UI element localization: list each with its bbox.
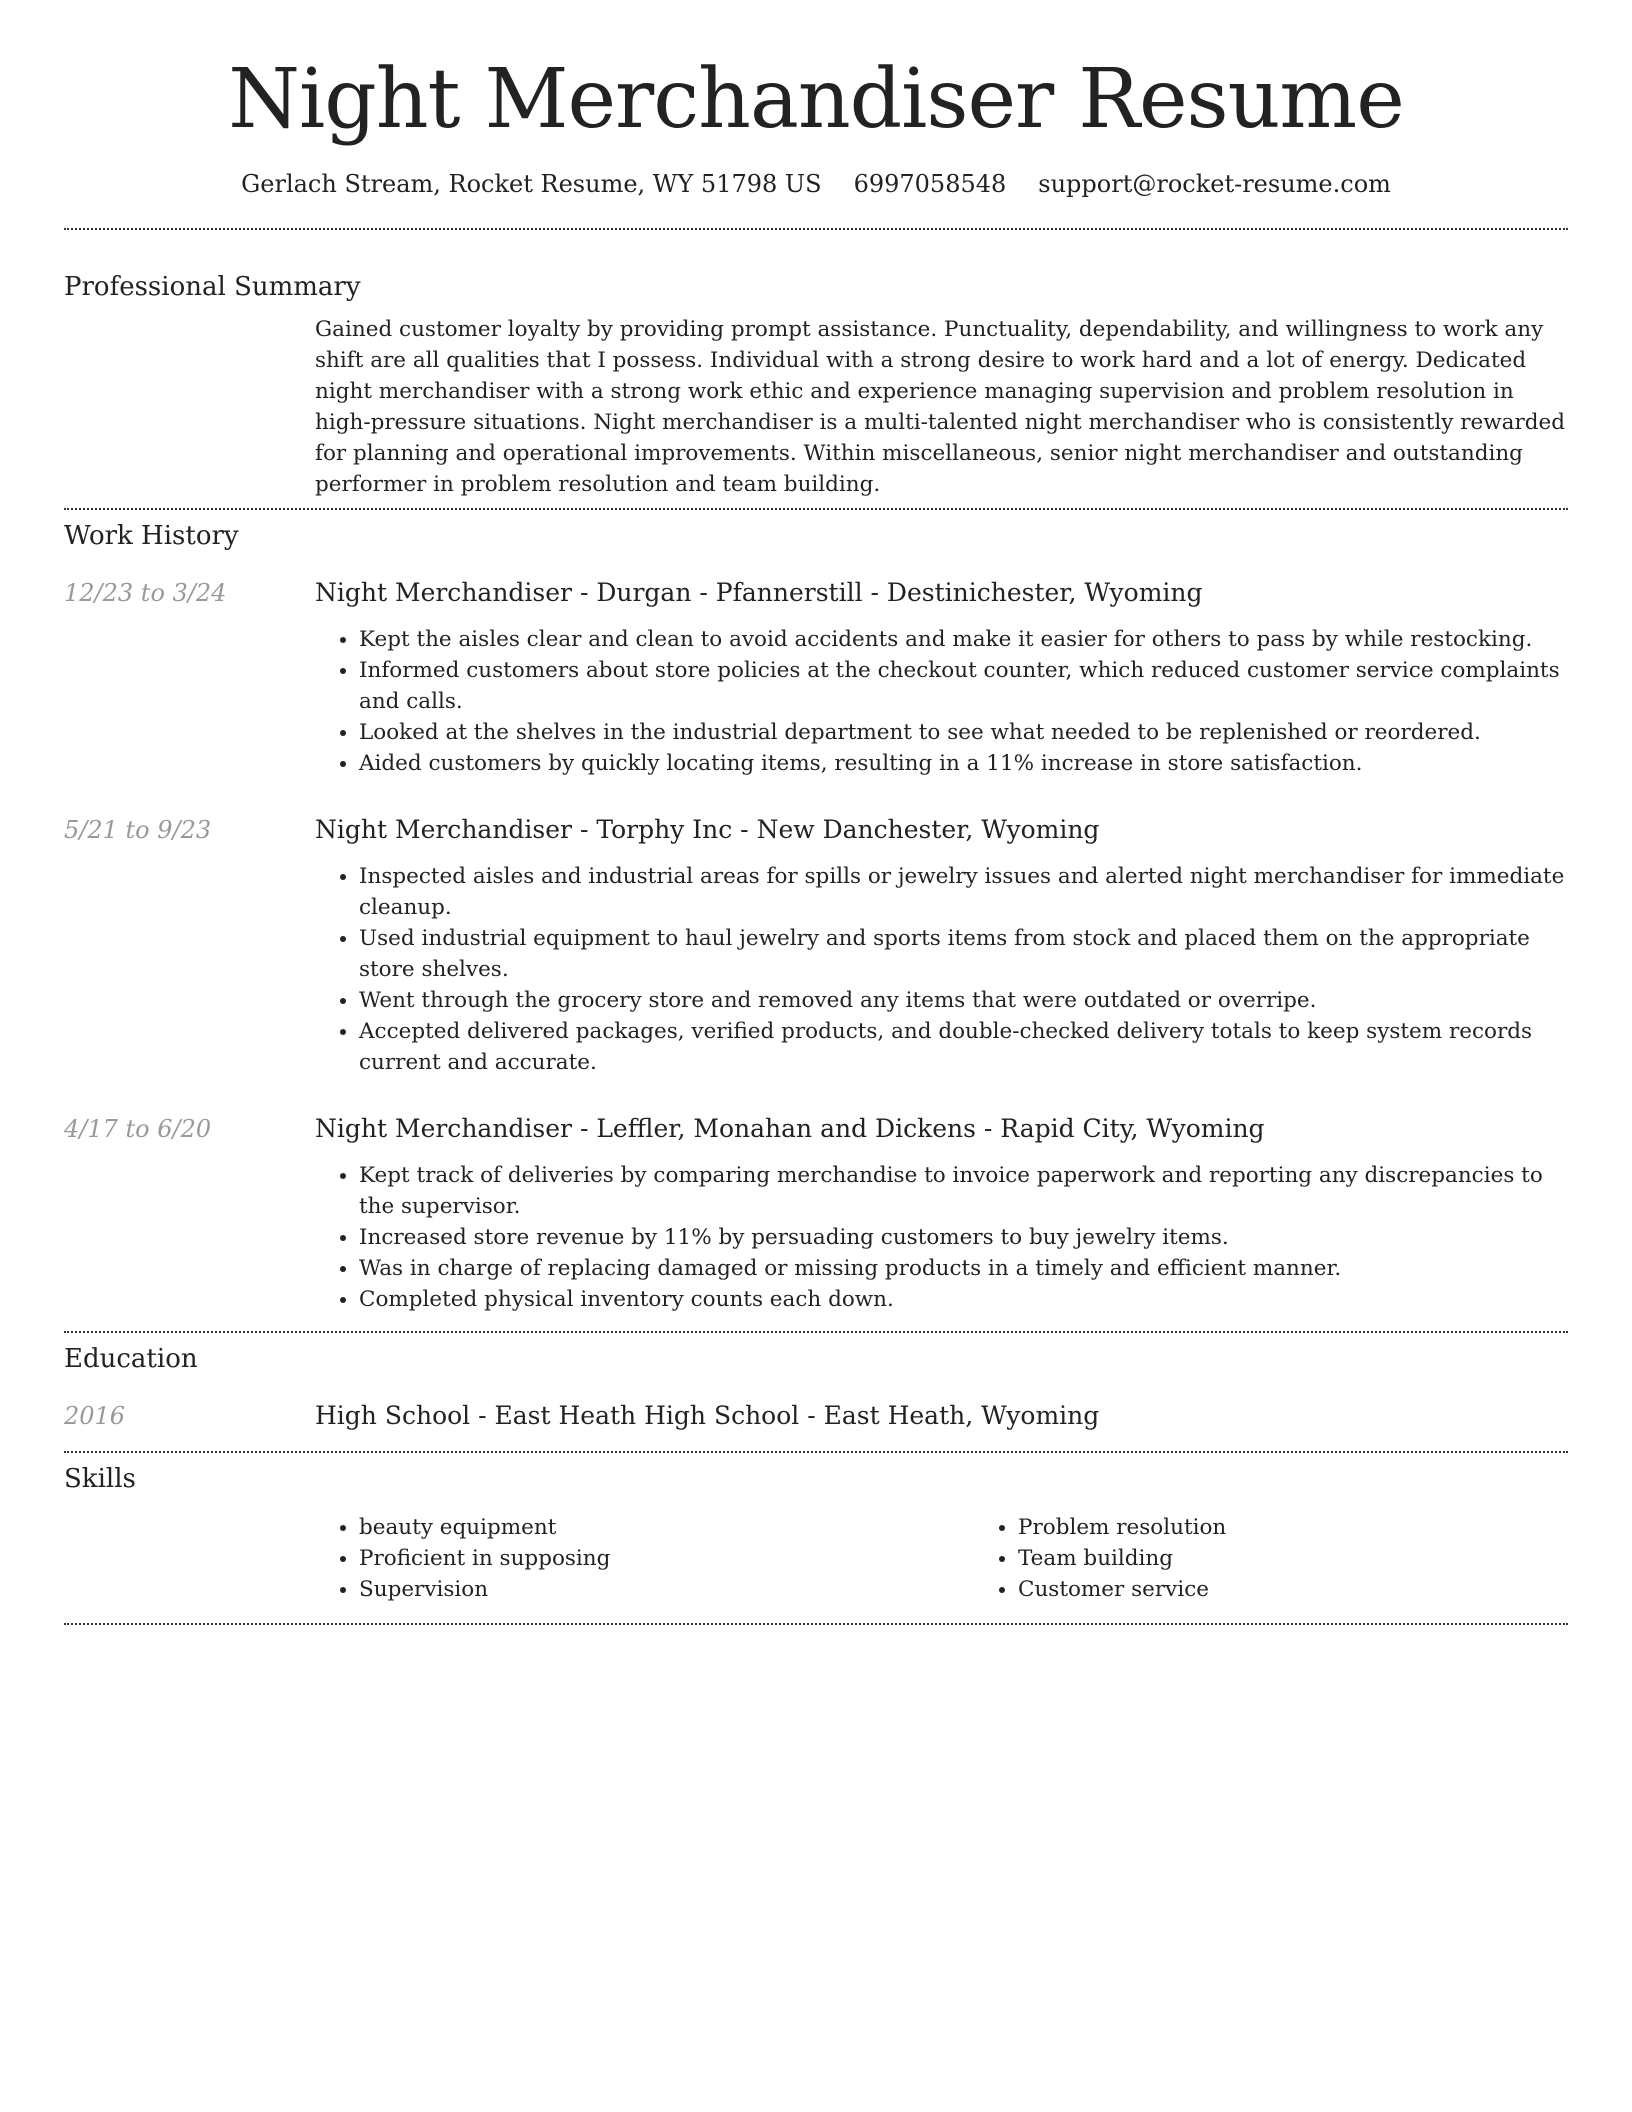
- education-year: 2016: [64, 1402, 126, 1430]
- job-bullets: [315, 861, 1568, 1078]
- divider: [64, 1623, 1568, 1625]
- education-entry: [64, 1399, 1568, 1433]
- skills-section: [64, 1462, 1568, 1605]
- contact-phone: 6997058548: [853, 170, 1007, 198]
- list-item: • Increased store revenue by 11% by persuading customers to buy jewelry items.: [359, 1222, 1568, 1253]
- skill-item: • Team building: [1018, 1543, 1632, 1574]
- section-heading-summary: Professional Summary: [64, 272, 361, 302]
- list-item: • Aided customers by quickly locating items, resulting in a 11% increase in store satisfaction.: [359, 748, 1568, 779]
- job-title: Night Merchandiser - Durgan - Pfannerstill - Destinichester, Wyoming: [315, 578, 1203, 607]
- section-heading-skills: Skills: [64, 1464, 136, 1494]
- job-bullets: [315, 624, 1568, 779]
- skill-item: • Problem resolution: [1018, 1512, 1632, 1543]
- section-heading-education: Education: [64, 1344, 198, 1374]
- contact-address: Gerlach Stream, Rocket Resume, WY 51798 US: [241, 170, 822, 198]
- education-title: High School - East Heath High School - East Heath, Wyoming: [315, 1401, 1100, 1430]
- job-entry: [64, 576, 1568, 779]
- divider: [64, 228, 1568, 230]
- list-item: • Kept the aisles clear and clean to avoid accidents and make it easier for others to pass by while restocking.: [359, 624, 1568, 655]
- skills-list-right: [974, 1512, 1632, 1605]
- list-item: • Completed physical inventory counts each down.: [359, 1284, 1568, 1315]
- contact-line: [64, 168, 1568, 200]
- list-item: • Informed customers about store policies at the checkout counter, which reduced customer service complaints and calls.: [359, 655, 1568, 717]
- divider: [64, 1331, 1568, 1333]
- job-dates: 4/17 to 6/20: [64, 1115, 212, 1143]
- divider: [64, 508, 1568, 510]
- list-item: • Accepted delivered packages, verified products, and double-checked delivery totals to keep system records current and accurate.: [359, 1016, 1568, 1078]
- summary-text: Gained customer loyalty by providing prompt assistance. Punctuality, dependability, and willingness to work any shift are all qualities that I possess. Individual with a strong desire to work hard and a lot of energy. Dedicated night merchandiser with a strong work ethic and experience managing supervision and problem resolution in high-pressure situations. Night merchandiser is a multi-talented night merchandiser who is consistently rewarded for planning and operational improvements. Within miscellaneous, senior night merchandiser and outstanding performer in problem resolution and team building.: [315, 317, 1565, 497]
- skill-item: • Supervision: [359, 1574, 974, 1605]
- list-item: • Used industrial equipment to haul jewelry and sports items from stock and placed them on the appropriate store shelves.: [359, 923, 1568, 985]
- job-dates: 12/23 to 3/24: [64, 579, 227, 607]
- list-item: • Went through the grocery store and removed any items that were outdated or overripe.: [359, 985, 1568, 1016]
- job-title: Night Merchandiser - Torphy Inc - New Danchester, Wyoming: [315, 815, 1100, 844]
- divider: [64, 1451, 1568, 1453]
- section-heading-work: Work History: [64, 521, 239, 551]
- job-bullets: [315, 1160, 1568, 1315]
- skill-item: • Customer service: [1018, 1574, 1632, 1605]
- job-dates: 5/21 to 9/23: [64, 816, 212, 844]
- job-entry: [64, 1112, 1568, 1315]
- job-title: Night Merchandiser - Leffler, Monahan and Dickens - Rapid City, Wyoming: [315, 1114, 1265, 1143]
- summary-section: [64, 270, 1568, 500]
- skill-item: • Proficient in supposing: [359, 1543, 974, 1574]
- contact-email: support@rocket-resume.com: [1038, 170, 1391, 198]
- list-item: • Kept track of deliveries by comparing merchandise to invoice paperwork and reporting any discrepancies to the supervisor.: [359, 1160, 1568, 1222]
- skill-item: • beauty equipment: [359, 1512, 974, 1543]
- list-item: • Inspected aisles and industrial areas for spills or jewelry issues and alerted night merchandiser for immediate cleanup.: [359, 861, 1568, 923]
- resume-title: Night Merchandiser Resume: [228, 52, 1404, 147]
- job-entry: [64, 813, 1568, 1078]
- work-history-section: [64, 519, 1568, 1315]
- resume-page: [64, 0, 1568, 1625]
- list-item: • Was in charge of replacing damaged or missing products in a timely and efficient manner.: [359, 1253, 1568, 1284]
- skills-list-left: [315, 1512, 974, 1605]
- education-section: [64, 1342, 1568, 1433]
- list-item: • Looked at the shelves in the industrial department to see what needed to be replenished or reordered.: [359, 717, 1568, 748]
